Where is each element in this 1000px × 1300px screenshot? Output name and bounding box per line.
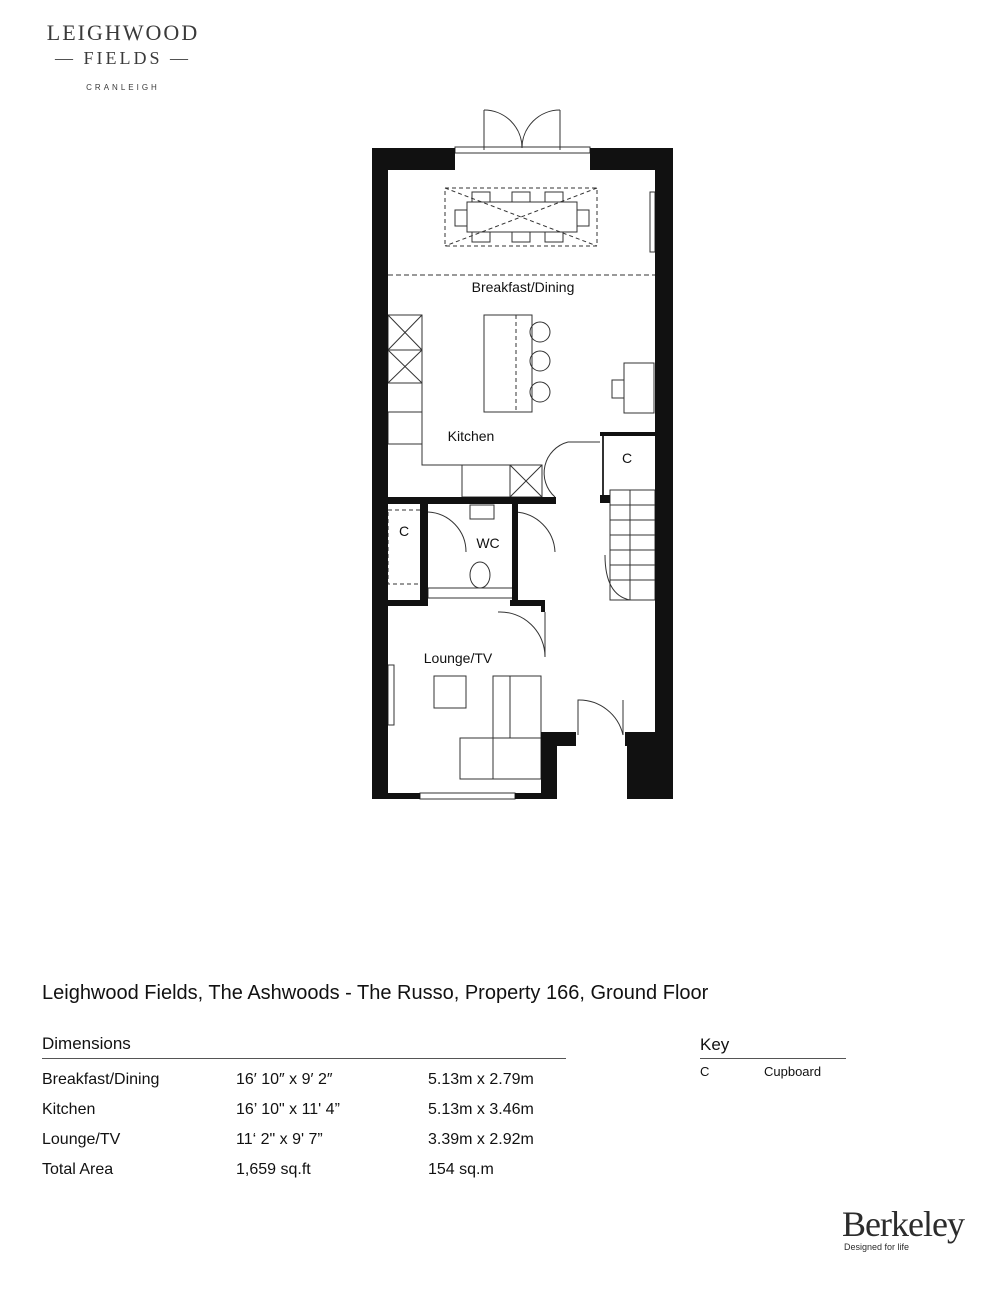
dimensions-heading: Dimensions [42,1034,566,1059]
dimension-imperial: 1,659 sq.ft [236,1161,311,1178]
dimension-room: Kitchen [42,1101,96,1118]
logo-location: CRANLEIGH [86,83,160,92]
kitchen-island [484,315,550,412]
kitchen-units [388,315,542,497]
dimension-metric: 154 sq.m [428,1161,494,1178]
lounge-furniture [388,665,541,779]
external-walls [372,148,673,799]
dimension-imperial: 16′ 10″ x 9′ 2″ [236,1071,333,1088]
plan-title: Leighwood Fields, The Ashwoods - The Russo, Property 166, Ground Floor [42,982,709,1004]
lounge-door-swing [498,612,545,657]
dimension-room: Lounge/TV [42,1131,121,1148]
dining-table [445,188,597,246]
brand-name: Berkeley [842,1204,964,1244]
dimension-room: Total Area [42,1161,114,1178]
room-label-kitchen: Kitchen [447,428,495,444]
development-logo [38,20,208,92]
room-label-wc: WC [476,535,500,551]
dimensions-table [42,1034,566,1185]
key-code: C [700,1064,710,1079]
staircase [605,490,655,600]
wc-fittings [428,505,555,598]
dimension-imperial: 11‘ 2" x 9' 7” [236,1131,323,1148]
key-heading: Key [700,1035,846,1059]
front-door-swing [578,700,623,735]
logo-wordmark-line2: — FIELDS — [54,48,191,68]
lounge-window [420,793,515,799]
room-label-cupboard-upper: C [621,450,633,466]
dimension-metric: 3.39m x 2.92m [428,1131,534,1148]
desk-chair [612,380,624,398]
desk [624,363,654,413]
dimension-metric: 5.13m x 3.46m [428,1101,534,1118]
dimensions-row [42,1065,566,1095]
room-label-lounge-tv: Lounge/TV [423,650,493,666]
hall-cupboard [388,510,422,584]
kitchen-door-swing [544,442,568,497]
dimension-room: Breakfast/Dining [42,1071,160,1088]
room-label-breakfast-dining: Breakfast/Dining [471,279,575,295]
french-doors [455,110,590,153]
dimensions-row [42,1155,566,1185]
ground-floor-plan [360,100,680,820]
key-item [700,1064,846,1079]
berkeley-logo [842,1206,964,1252]
logo-wordmark-line1: LEIGHWOOD [46,20,200,45]
room-label-cupboard-lower: C [398,523,410,539]
dimensions-row [42,1125,566,1155]
key-legend [700,1035,846,1079]
internal-walls [388,432,655,612]
dimension-metric: 5.13m x 2.79m [428,1071,534,1088]
wall-tv [650,192,655,252]
brand-tagline: Designed for life [844,1242,910,1252]
dimensions-row [42,1095,566,1125]
dimension-imperial: 16’ 10" x 11' 4” [236,1101,340,1118]
key-meaning: Cupboard [764,1064,822,1079]
